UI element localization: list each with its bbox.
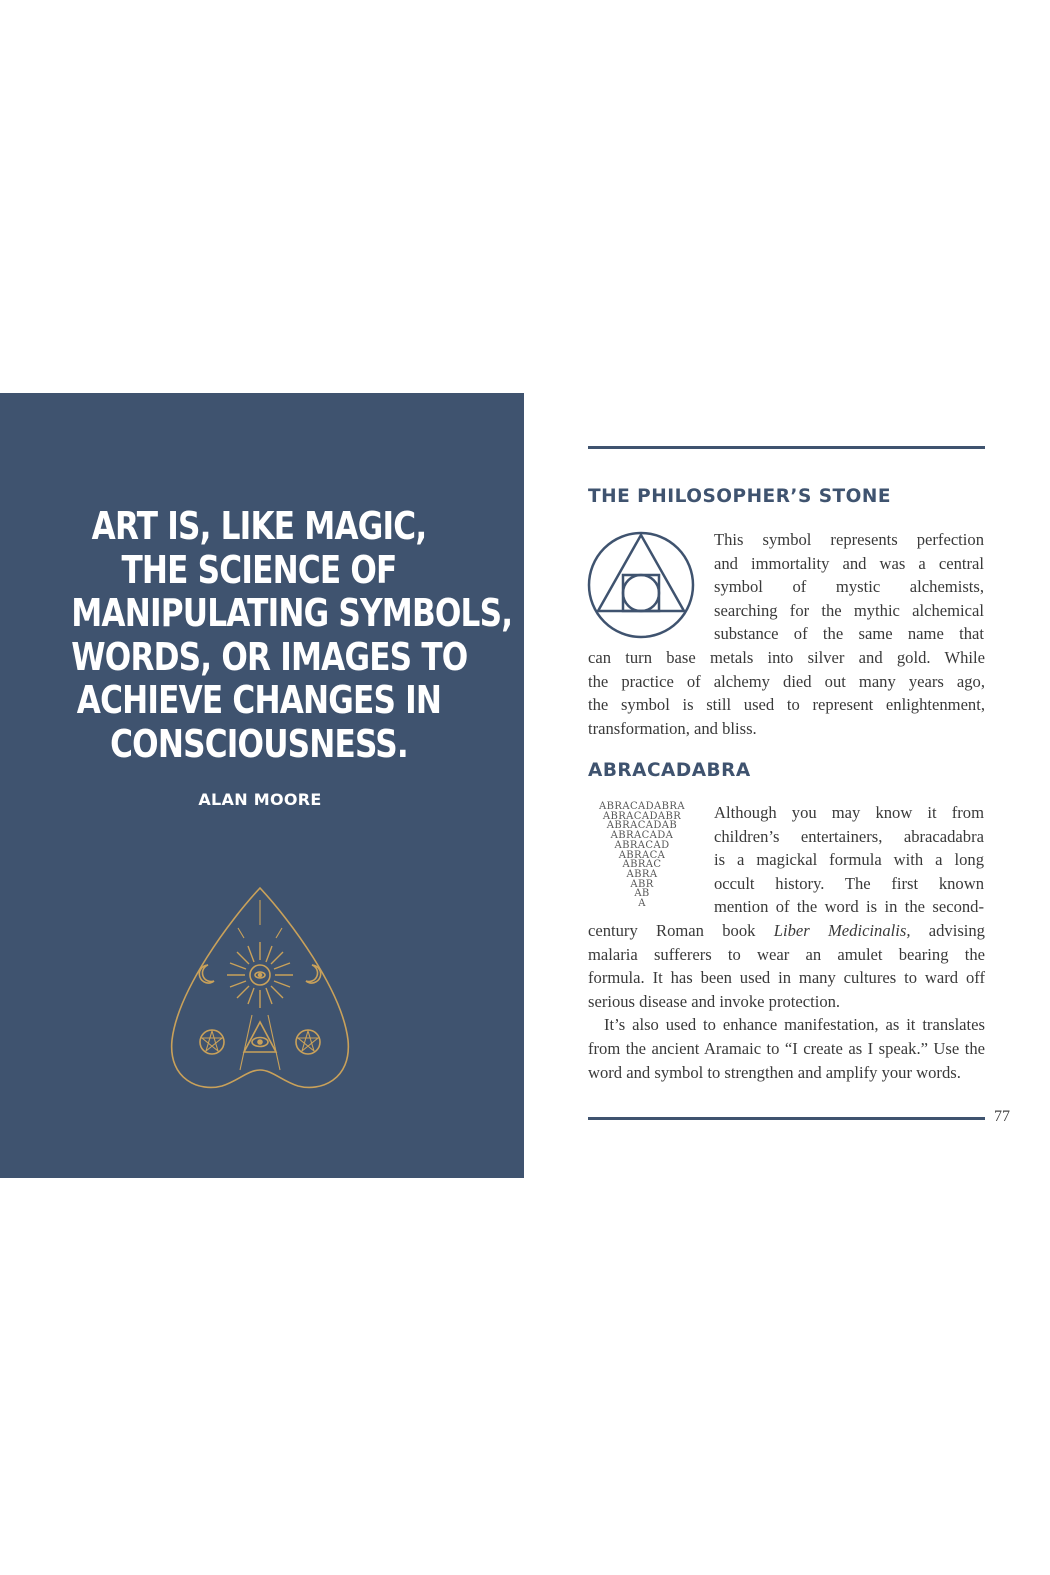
triangle-line: ABRACAD — [614, 839, 670, 851]
text-line: formula. It has been used in many cultures to ward off — [588, 968, 985, 988]
triangle-line: ABRA — [626, 868, 658, 880]
text-line: substance of the same name that — [714, 624, 984, 644]
text-line: symbol of mystic alchemists, — [714, 577, 984, 597]
philosophers-stone-body-text — [588, 646, 985, 740]
section-heading-abracadabra: ABRACADABRA — [588, 760, 751, 781]
page-number: 77 — [994, 1108, 1010, 1125]
triangle-line: ABRACADAB — [606, 820, 678, 832]
text-line — [588, 919, 985, 943]
text-line: and immortality and was a central — [714, 553, 984, 573]
triangle-line: ABRACA — [618, 849, 666, 861]
bottom-rule — [588, 1117, 985, 1120]
text-line: word and symbol to strengthen and amplify your words. — [588, 1062, 961, 1082]
abracadabra-body-text — [588, 919, 985, 1084]
section-heading-philosophers-stone: THE PHILOSOPHER’S STONE — [588, 486, 892, 507]
text-line: children’s entertainers, abracadabra — [714, 826, 984, 846]
triangle-line: ABR — [630, 878, 654, 890]
triangle-line: A — [638, 898, 646, 910]
pull-quote — [71, 504, 513, 766]
text-fragment: advising — [910, 921, 985, 940]
quote-line: THE SCIENCE OF — [121, 547, 397, 592]
philosophers-stone-icon — [586, 530, 696, 640]
text-line: is a magickal formula with a long — [714, 850, 984, 870]
quote-line: CONSCIOUSNESS. — [110, 721, 408, 766]
text-line: This symbol represents perfection — [714, 530, 984, 549]
text-line: It’s also used to enhance manifestation, as it translates — [604, 1015, 985, 1035]
quote-line: WORDS, OR IMAGES TO — [71, 634, 468, 679]
text-fragment: century Roman book — [588, 921, 774, 940]
text-line: from the ancient Aramaic to “I create as I speak.” Use the — [588, 1038, 985, 1058]
text-line: Although you may know it from — [714, 803, 984, 822]
text-line: can turn base metals into silver and gold. While — [588, 648, 985, 667]
triangle-line: ABRACADABR — [602, 810, 682, 822]
quote-author: ALAN MOORE — [198, 790, 322, 809]
triangle-line: ABRACADA — [610, 830, 674, 842]
text-line: the practice of alchemy died out many years ago, — [588, 671, 985, 691]
book-title: Liber Medicinalis, — [773, 921, 911, 940]
triangle-line: ABRAC — [622, 859, 662, 871]
top-rule — [588, 446, 985, 449]
abracadabra-triangle — [590, 802, 694, 909]
text-line: transformation, and bliss. — [588, 718, 757, 738]
planchette-icon — [160, 880, 360, 1100]
triangle-line: AB — [634, 888, 650, 900]
text-line: the symbol is still used to represent enlightenment, — [588, 695, 985, 715]
quote-line: MANIPULATING SYMBOLS, — [71, 591, 513, 635]
text-line: malaria sufferers to wear an amulet bearing the — [588, 944, 985, 964]
triangle-line: ABRACADABRA — [599, 801, 685, 812]
quote-line: ACHIEVE CHANGES IN — [76, 678, 442, 722]
philosophers-stone-wrapped-text — [714, 528, 984, 646]
text-line: mention of the word is in the second- — [714, 897, 984, 917]
quote-line: ART IS, LIKE MAGIC, — [91, 504, 427, 548]
abracadabra-wrapped-text — [714, 801, 984, 919]
text-line: occult history. The first known — [714, 873, 984, 893]
text-line: searching for the mythic alchemical — [714, 600, 984, 620]
text-line: serious disease and invoke protection. — [588, 991, 841, 1011]
